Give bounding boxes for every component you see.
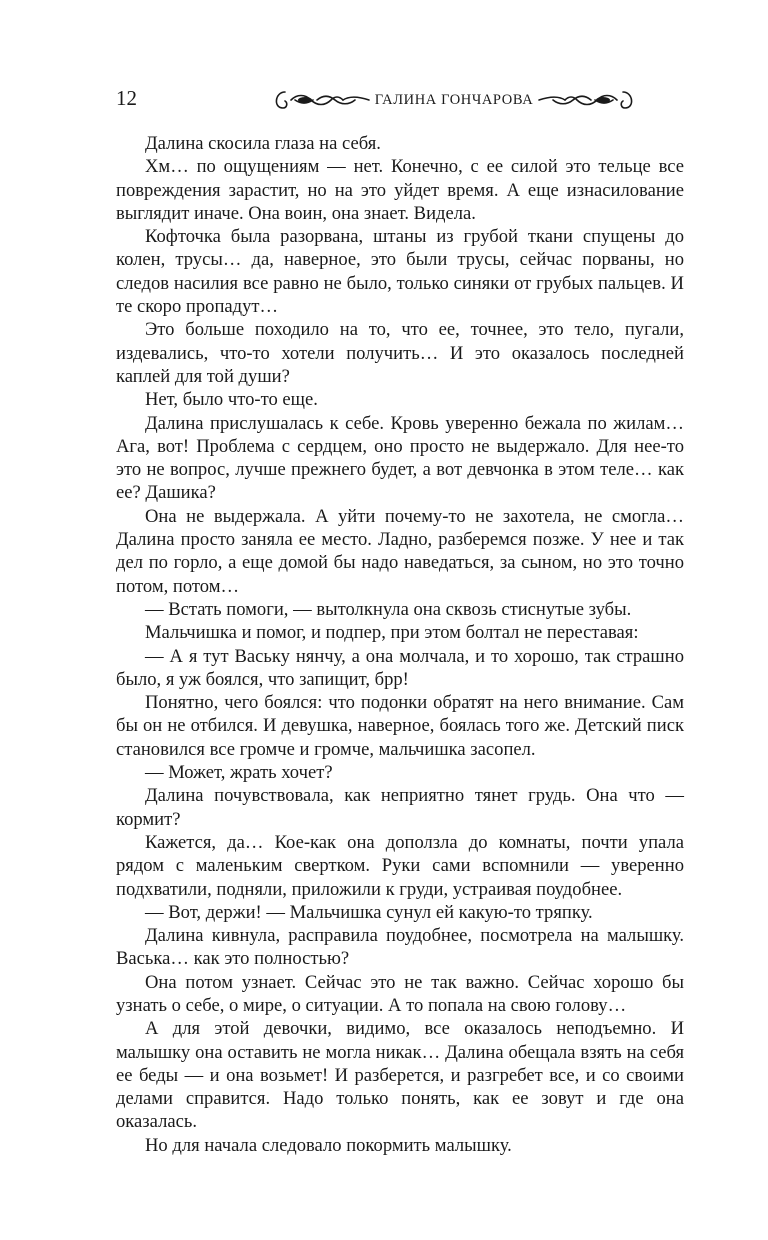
- paragraph: — Вот, держи! — Мальчишка сунул ей какую-то тряпку.: [145, 901, 593, 923]
- flourish-right-icon: [537, 88, 637, 112]
- paragraph: Это больше походило на то, что ее, точнее, это тело, пугали, издевались, что-то хотели получить… И это оказалось последней каплей для той души?: [116, 319, 684, 387]
- page-header: [116, 82, 684, 118]
- running-head-title: ГАЛИНА ГОНЧАРОВА: [374, 92, 534, 108]
- paragraph: Далина почувствовала, как неприятно тянет грудь. Она что — кормит?: [116, 785, 684, 830]
- paragraph: — А я тут Ваську нянчу, а она молчала, и то хорошо, так страшно было, я уж боялся, что запищит, брр!: [116, 645, 684, 690]
- paragraph: Мальчишка и помог, и подпер, при этом болтал не переставая:: [145, 622, 639, 644]
- paragraph: Далина прислушалась к себе. Кровь уверенно бежала по жилам… Ага, вот! Проблема с сердцем, оно просто не выдержало. Для нее-то это не вопрос, лучше прежнего будет, а вот девчонка в этом теле… как ее? Дашика?: [116, 412, 684, 504]
- paragraph: — Может, жрать хочет?: [145, 762, 333, 784]
- paragraph: Но для начала следовало покормить малышку.: [145, 1134, 512, 1156]
- paragraph: А для этой девочки, видимо, все оказалось неподъемно. И малышку она оставить не могла никак… Далина обещала взять на себя ее беды — и она возьмет! И разберется, и разгребет все, и со своими делами справится. Надо только понять, как ее зовут и где она оказалась.: [116, 1018, 684, 1133]
- paragraph: Кофточка была разорвана, штаны из грубой ткани спущены до колен, трусы… да, наверное, это были трусы, сейчас порваны, но следов насилия все равно не было, только синяки от грубых пальцев. И те скоро пропадут…: [116, 226, 684, 318]
- text-body: [116, 132, 684, 1157]
- paragraph: Понятно, чего боялся: что подонки обратят на него внимание. Сам бы он не отбился. И девушка, наверное, боялась того же. Детский писк становился все громче и громче, мальчишка засопел.: [116, 692, 684, 760]
- paragraph: Далина скосила глаза на себя.: [145, 133, 381, 154]
- paragraph: Кажется, да… Кое-как она доползла до комнаты, почти упала рядом с маленьким свертком. Руки сами вспомнили — уверенно подхватили, подняли, приложили к груди, устраивая поудобнее.: [116, 831, 684, 900]
- paragraph: Она потом узнает. Сейчас это не так важно. Сейчас хорошо бы узнать о себе, о мире, о ситуации. А то попала на свою голову…: [116, 971, 684, 1016]
- paragraph: Далина кивнула, расправила поудобнее, посмотрела на малышку. Васька… как это полностью?: [116, 925, 684, 970]
- paragraph: Она не выдержала. А уйти почему-то не захотела, не смогла… Далина просто заняла ее место. Ладно, разберемся позже. У нее и так дел по горло, а еще домой бы надо наведаться, за сыном, но это точно потом, потом…: [116, 505, 684, 597]
- paragraph: Хм… по ощущениям — нет. Конечно, с ее силой это тельце все повреждения зарастит, но на это уйдет время. А еще изнасилование выглядит иначе. Она воин, она знает. Видела.: [116, 156, 684, 224]
- flourish-left-icon: [271, 88, 371, 112]
- paragraph: — Встать помоги, — вытолкнула она сквозь стиснутые зубы.: [145, 598, 632, 620]
- running-head: [224, 82, 684, 118]
- paragraph: Нет, было что-то еще.: [145, 389, 318, 411]
- page-number: 12: [116, 86, 137, 110]
